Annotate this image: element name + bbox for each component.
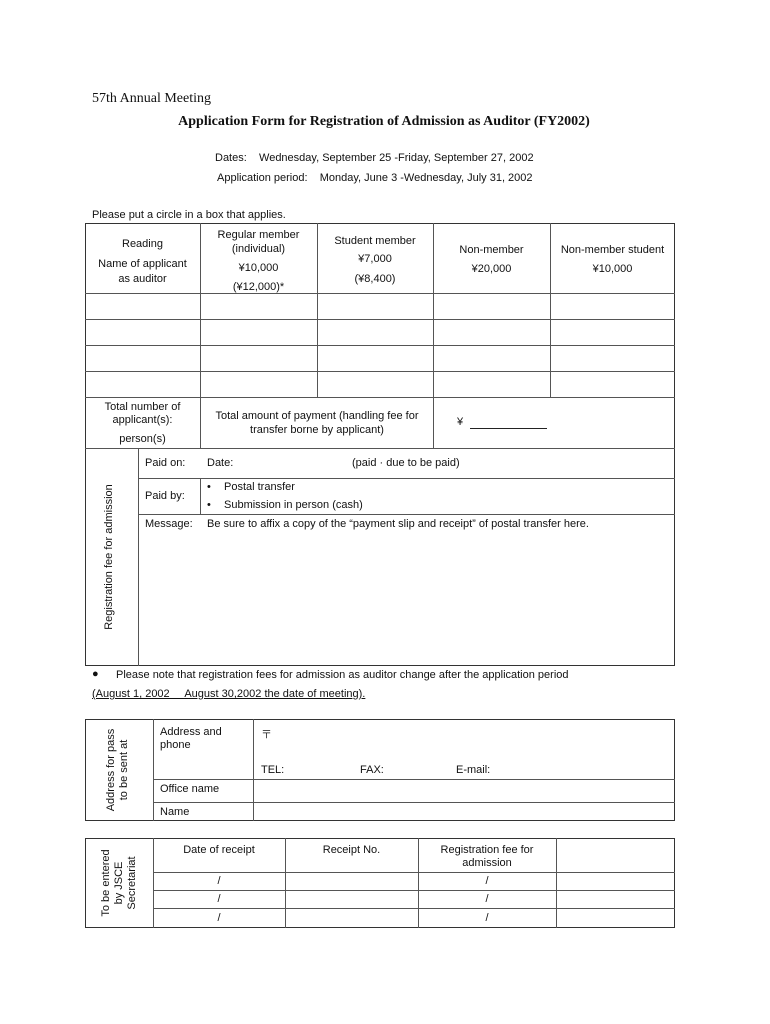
secretariat-side-label	[100, 823, 140, 943]
reading-header	[85, 237, 200, 287]
office-name-label: Office name	[160, 783, 220, 795]
option-postal-transfer: Postal transfer	[224, 481, 295, 493]
paid-on-label: Paid on:	[145, 457, 186, 469]
date-slash: /	[217, 893, 221, 905]
registration-fee-line2: admission	[462, 857, 512, 869]
address-label-line1: Address and	[160, 726, 222, 738]
message-text: Be sure to affix a copy of the “payment slip and receipt” of postal transfer here.	[207, 518, 589, 530]
date-label: Date:	[207, 457, 234, 469]
secretariat-side-line1: To be entered	[100, 849, 112, 917]
non-member-student-fee: ¥10,000	[592, 263, 633, 275]
col-divider	[253, 719, 254, 821]
row-divider	[85, 345, 675, 346]
date-slash: /	[217, 875, 221, 887]
message-label: Message:	[145, 518, 193, 530]
row-divider	[85, 371, 675, 372]
student-fee: ¥7,000	[358, 253, 392, 265]
row-divider	[153, 872, 675, 873]
student-fee-late: (¥8,400)	[354, 273, 396, 285]
meeting-title: 57th Annual Meeting	[92, 91, 211, 106]
form-title-text: Application Form for Registration of Admission as Auditor (FY2002)	[178, 114, 590, 129]
regular-fee: ¥10,000	[238, 262, 279, 274]
amount-blank-line[interactable]	[470, 428, 547, 429]
name-label: Name	[160, 806, 190, 818]
note-text: Please note that registration fees for admission as auditor change after the application period	[116, 669, 569, 681]
individual-label: (individual)	[231, 243, 286, 255]
applicants-label: applicant(s):	[112, 414, 173, 426]
address-label-line2: phone	[160, 739, 191, 751]
registration-fee-header	[418, 844, 556, 870]
total-payment-label: Total amount of payment (handling fee for transfer borne by applicant)	[215, 410, 419, 436]
fee-slash: /	[485, 912, 489, 924]
row-divider	[153, 890, 675, 891]
address-side-label	[105, 710, 133, 830]
instruction-text: Please put a circle in a box that applies.	[92, 209, 286, 221]
paid-status-label: (paid · due to be paid)	[352, 457, 460, 469]
non-member-student-header	[550, 243, 675, 277]
row-divider	[85, 293, 675, 294]
bullet-icon: •	[207, 499, 211, 511]
row-divider	[138, 514, 675, 515]
col-divider	[200, 478, 201, 514]
reading-label: Reading	[122, 238, 163, 250]
meeting-dates: Dates: Wednesday, September 25 -Friday, September 27, 2002	[215, 152, 534, 164]
row-divider	[85, 319, 675, 320]
row-divider	[85, 397, 675, 398]
regular-fee-late: (¥12,000)*	[232, 281, 285, 293]
col-divider	[138, 448, 139, 666]
date-slash: /	[217, 912, 221, 924]
col-divider	[556, 838, 557, 928]
regular-member-header	[200, 228, 317, 294]
yen-sign: ¥	[457, 416, 464, 428]
secretariat-side-line3: Secretariat	[126, 856, 138, 910]
option-in-person: Submission in person (cash)	[224, 499, 363, 511]
total-number-label: Total number of	[104, 401, 181, 413]
form-title	[0, 114, 770, 130]
receipt-no-header: Receipt No.	[322, 844, 381, 856]
as-auditor-label: as auditor	[118, 273, 167, 285]
non-member-header	[433, 243, 550, 277]
registration-fee-line1: Registration fee for	[440, 844, 534, 856]
email-label: E-mail:	[456, 764, 491, 776]
paid-by-label: Paid by:	[145, 490, 185, 502]
row-divider	[138, 478, 675, 479]
address-side-line2: to be sent at	[118, 739, 130, 801]
student-member-header	[317, 234, 433, 287]
non-member-label: Non-member	[459, 244, 524, 256]
bullet-icon: •	[207, 481, 211, 493]
fee-slash: /	[485, 875, 489, 887]
non-member-fee: ¥20,000	[471, 263, 512, 275]
postal-mark: 〒	[261, 729, 272, 741]
note-period: (August 1, 2002 August 30,2002 the date of meeting).	[92, 688, 366, 700]
row-divider	[85, 448, 675, 449]
tel-label: TEL:	[261, 764, 285, 776]
regular-member-label: Regular member	[217, 229, 300, 241]
note-bullet-icon: ●	[92, 668, 99, 680]
applicant-name-label: Name of applicant	[98, 258, 187, 270]
date-of-receipt-header: Date of receipt	[183, 844, 255, 856]
secretariat-side-line2: by JSCE	[113, 861, 125, 905]
row-divider	[153, 802, 675, 803]
address-phone-label	[160, 726, 222, 752]
non-member-student-label: Non-member student	[560, 244, 665, 256]
application-period: Application period: Monday, June 3 -Wednesday, July 31, 2002	[217, 172, 533, 184]
student-member-label: Student member	[334, 235, 416, 247]
row-divider	[153, 908, 675, 909]
fee-slash: /	[485, 893, 489, 905]
row-divider	[153, 779, 675, 780]
col-divider	[153, 719, 154, 821]
address-side-line1: Address for pass	[105, 728, 117, 812]
registration-fee-side-label: Registration fee for admission	[103, 484, 115, 630]
persons-label: person(s)	[119, 433, 166, 445]
total-applicants-label	[85, 401, 200, 446]
fax-label: FAX:	[360, 764, 384, 776]
